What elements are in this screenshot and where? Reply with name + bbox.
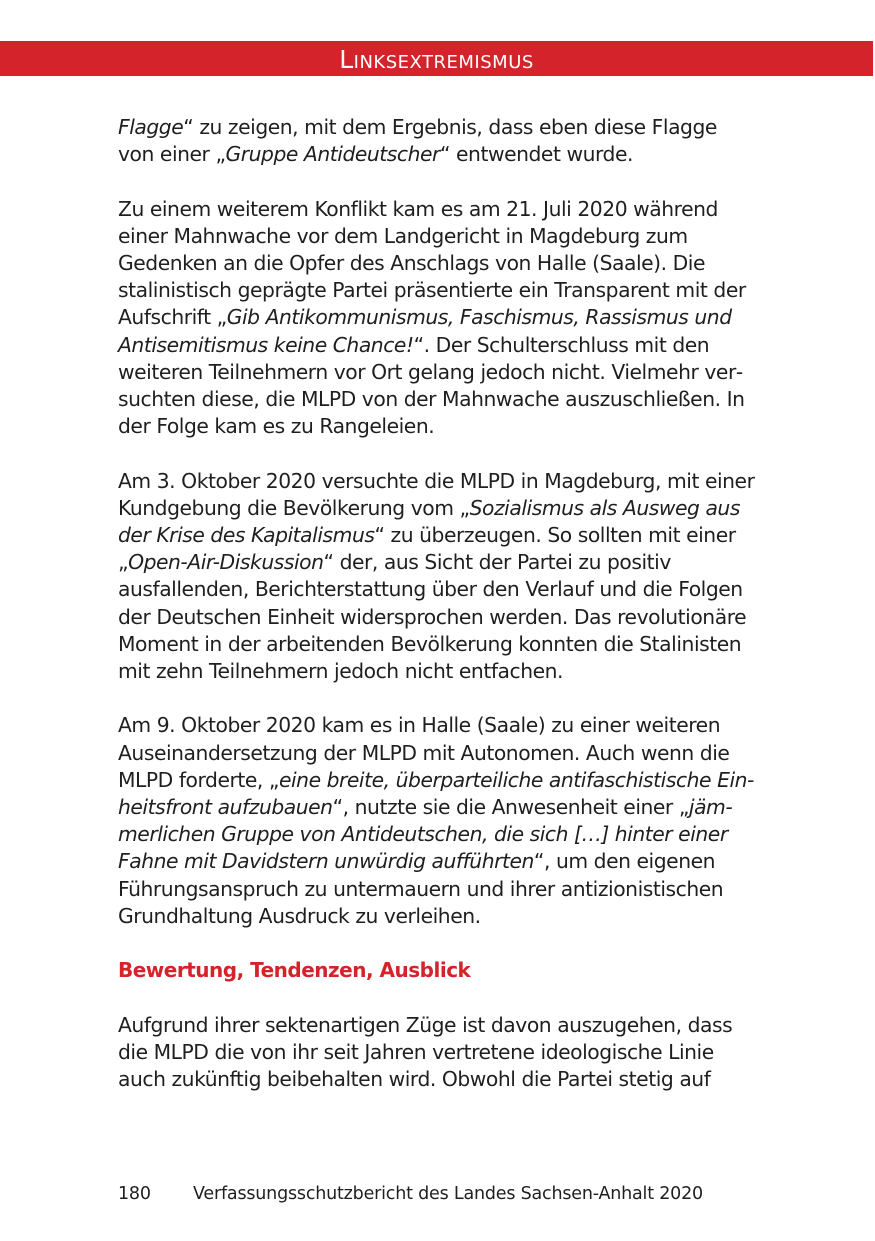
text-run: Am 3. Oktober 2020 versuchte die MLPD in Magdeburg, mit einer Kundgebung die Bevölkerung vom „ xyxy=(118,468,755,520)
italic-quote: Open-Air-Diskussion xyxy=(128,550,324,575)
text-run: “. Der Schulterschluss mit den weiteren Teilnehmern vor Ort gelang jedoch nicht. Vielmehr versuchten diese, die MLPD von der Mahnwache auszuschließen. In der Folge kam es zu Rangeleien. xyxy=(118,332,745,439)
paragraph-2 xyxy=(118,196,758,441)
page-content xyxy=(118,114,758,1120)
paragraph-1 xyxy=(118,114,758,168)
text-run: “, nutzte sie die Anwesenheit einer „ xyxy=(332,795,689,820)
text-run: “ der, aus Sicht der Partei zu positiv ausfallenden, Berichterstattung über den Verlauf und die Folgen der Deutschen Einheit widersprochen werden. Das revolutionäre Moment in der arbeitenden Bevölkerung konnten die Stalinisten mit zehn Teilnehmern jedoch nicht entfachen. xyxy=(118,550,747,684)
text-run: Zu einem weiterem Konflikt kam es am 21. Juli 2020 während einer Mahnwache vor dem Landgericht in Magdeburg zum Gedenken an die Opfer des Anschlags von Halle (Saale). Die stalinistisch geprägte Partei präsentierte ein Transparent mit der Aufschrift „ xyxy=(118,196,746,330)
text-run: Aufgrund ihrer sektenartigen Züge ist davon auszugehen, dass die MLPD die von ihr seit Jahren vertretene ideologische Linie auch zukünftig beibehalten wird. Obwohl die Partei stetig auf xyxy=(118,1012,733,1092)
text-run: “ zu überzeugen. So sollten mit einer „ xyxy=(118,523,736,575)
section-title: Linksextremismus xyxy=(339,45,534,74)
text-run: Am 9. Oktober 2020 kam es in Halle (Saale) zu einer weiteren Auseinandersetzung der MLPD mit Autonomen. Auch wenn die MLPD forderte, „ xyxy=(118,713,730,792)
italic-quote: Gib Antikommunismus, Faschismus, Rassismus und Antisemitismus keine Chance! xyxy=(118,305,732,357)
text-run: “, um den eigenen Führungsanspruch zu untermauern und ihrer antizionistischen Grundhaltung Ausdruck zu verleihen. xyxy=(118,849,724,928)
italic-quote: eine breite, überparteiliche antifaschistische Einheitsfront aufzubauen xyxy=(118,767,755,820)
paragraph-5 xyxy=(118,1012,758,1094)
paragraph-4 xyxy=(118,712,758,930)
italic-quote: jämmerlichen Gruppe von Antideutschen, die sich […] hinter einer Fahne mit Davidstern unwürdig aufführten xyxy=(118,795,733,874)
italic-quote: Gruppe Antideutscher xyxy=(225,142,440,167)
footer-title: Verfassungsschutzbericht des Landes Sachsen-Anhalt 2020 xyxy=(193,1184,703,1204)
italic-quote: Sozialismus als Ausweg aus der Krise des Kapitalismus xyxy=(118,495,740,548)
paragraph-3 xyxy=(118,468,758,686)
page-number: 180 xyxy=(118,1184,151,1204)
section-subheading: Bewertung, Tendenzen, Ausblick xyxy=(118,958,471,983)
text-run: “ entwendet wurde. xyxy=(439,142,633,167)
text-run: “ zu zeigen, mit dem Ergebnis, dass eben diese Flagge von einer „ xyxy=(118,115,717,167)
italic-quote: Flagge xyxy=(118,115,184,139)
